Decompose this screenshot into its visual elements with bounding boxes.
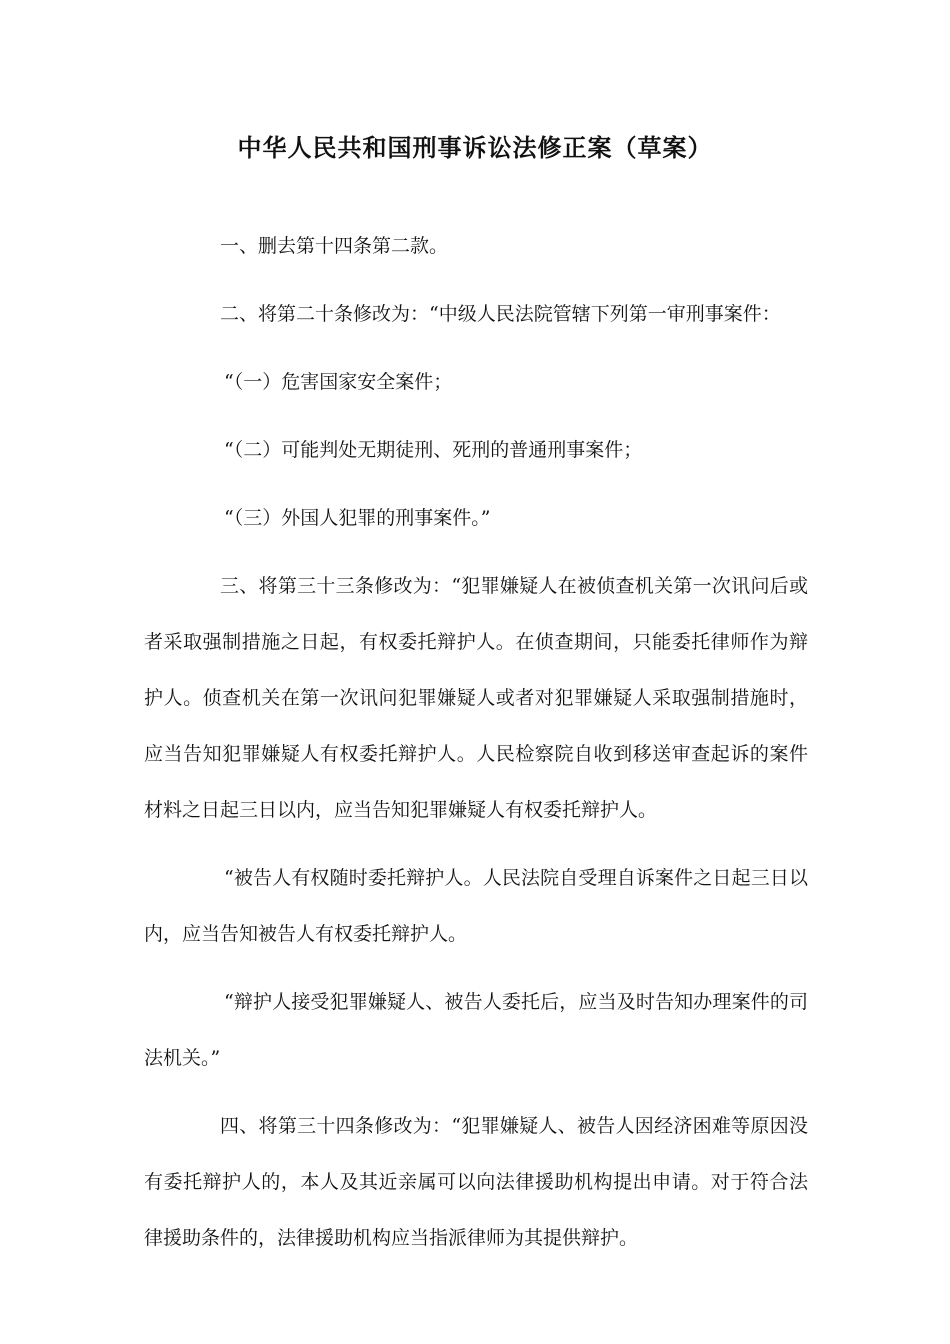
- paragraph-9: 四、将第三十四条修改为：“犯罪嫌疑人、被告人因经济困难等原因没有委托辩护人的，本人及其近亲属可以向法律援助机构提出申请。对于符合法律援助条件的，法律援助机构应当指派律师为其提供辩护。: [144, 1115, 808, 1249]
- document-body: [144, 218, 808, 1278]
- paragraph-7: “被告人有权随时委托辩护人。人民法院自受理自诉案件之日起三日以内，应当告知被告人有权委托辩护人。: [144, 867, 808, 945]
- paragraph-6: 三、将第三十三条修改为：“犯罪嫌疑人在被侦查机关第一次讯问后或者采取强制措施之日起，有权委托辩护人。在侦查期间，只能委托律师作为辩护人。侦查机关在第一次讯问犯罪嫌疑人或者对犯罪嫌疑人采取强制措施时，应当告知犯罪嫌疑人有权委托辩护人。人民检察院自收到移送审查起诉的案件材料之日起三日以内，应当告知犯罪嫌疑人有权委托辩护人。: [144, 575, 808, 821]
- paragraph-3: “（一）危害国家安全案件；: [224, 371, 453, 393]
- paragraph-2: 二、将第二十条修改为：“中级人民法院管辖下列第一审刑事案件：: [220, 303, 781, 325]
- paragraph-5: “（三）外国人犯罪的刑事案件。”: [224, 507, 491, 529]
- paragraph-1: 一、删去第十四条第二款。: [220, 235, 449, 257]
- paragraph-8: “辩护人接受犯罪嫌疑人、被告人委托后，应当及时告知办理案件的司法机关。”: [144, 991, 808, 1069]
- document-title: 中华人民共和国刑事诉讼法修正案（草案）: [237, 133, 713, 162]
- paragraph-4: “（二）可能判处无期徒刑、死刑的普通刑事案件；: [224, 439, 643, 461]
